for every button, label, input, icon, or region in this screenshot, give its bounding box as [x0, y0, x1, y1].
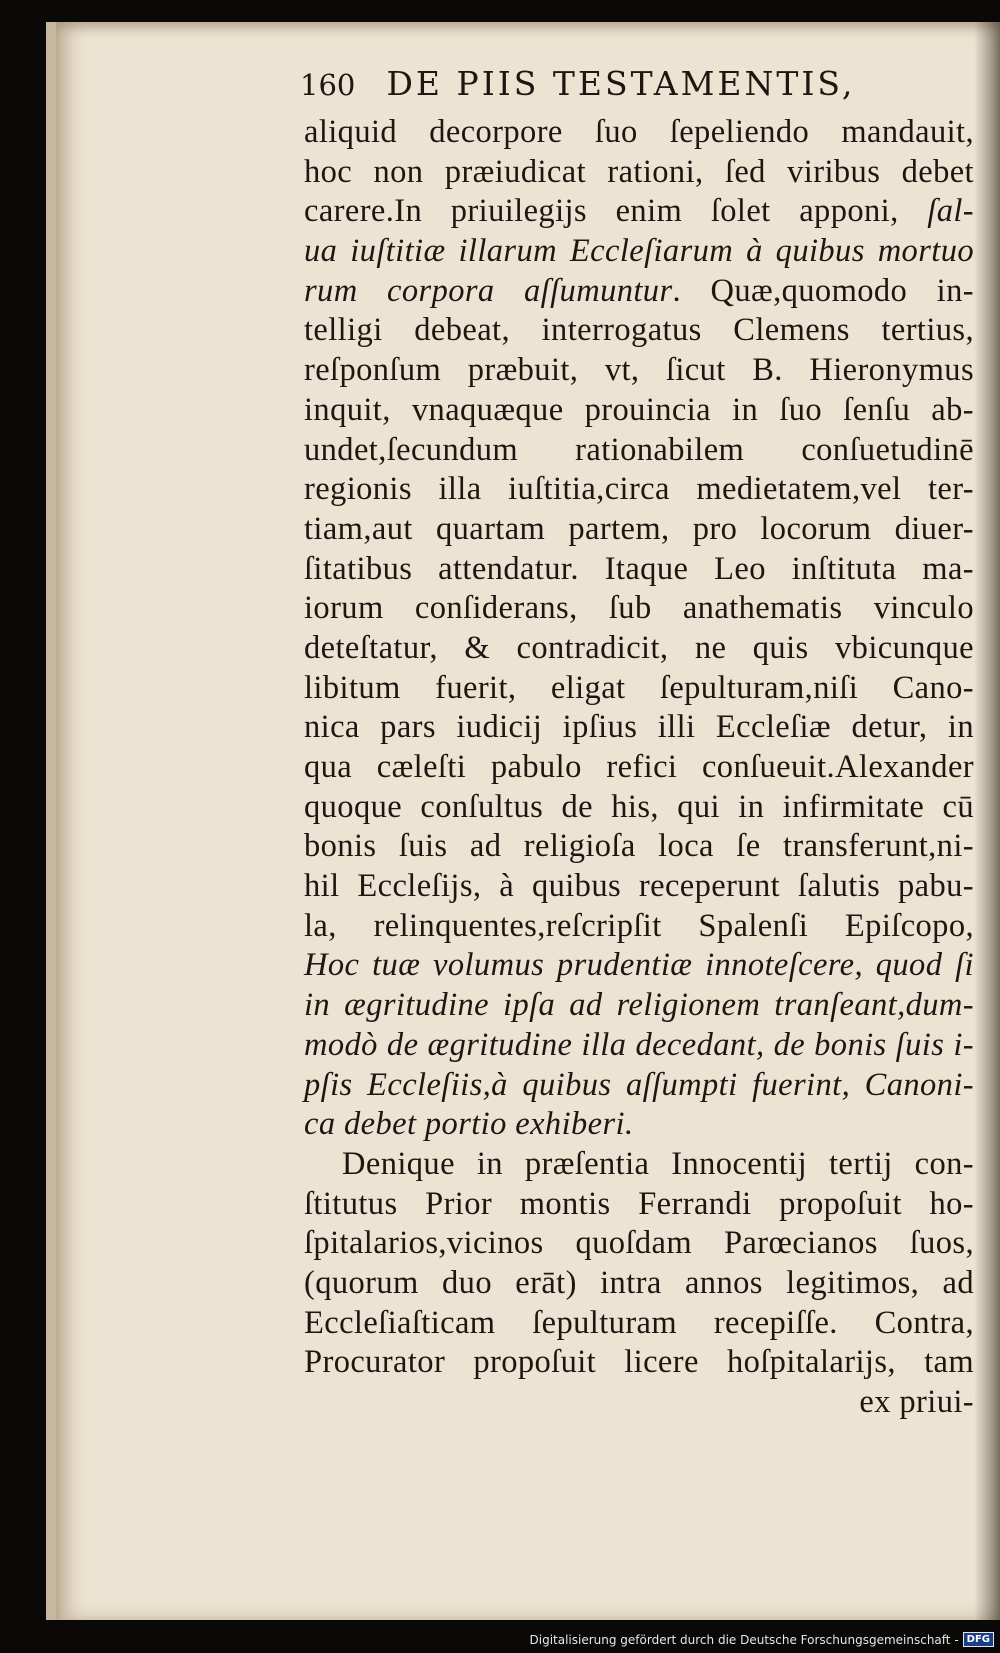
text-line [304, 351, 974, 391]
line-segment: nica pars iudicij ipſius illi Eccleſiæ detur, in [304, 709, 974, 746]
line-segment: libitum fuerit, eligat ſepulturam,niſi Cano- [304, 669, 974, 706]
digitization-credit [530, 1632, 995, 1647]
text-line [304, 589, 974, 629]
text-line [304, 669, 974, 709]
line-segment: Denique in præſentia Innocentij tertij con- [342, 1145, 974, 1182]
text-line [304, 827, 974, 867]
line-segment: undet,ſecundum rationabilem conſuetudinē [304, 431, 974, 468]
text-line [304, 788, 974, 828]
text-line [304, 311, 974, 351]
dfg-logo-icon: DFG [963, 1632, 994, 1647]
italic-segment: Hoc tuæ volumus prudentiæ innoteſcere, quod ſi [304, 947, 974, 984]
text-line [304, 113, 974, 153]
text-line [304, 550, 974, 590]
body-text [304, 113, 974, 1423]
line-segment: Eccleſiaſticam ſepulturam recepiſſe. Contra, [304, 1304, 974, 1341]
line-segment: la, relinquentes,reſcripſit Spalenſi Epiſcopo, [304, 907, 974, 944]
line-segment: carere.In priuilegijs enim ſolet apponi, [304, 193, 928, 230]
text-line [304, 907, 974, 947]
italic-segment: ſal- [927, 193, 974, 230]
text-line [304, 192, 974, 232]
line-segment: Procurator propoſuit licere hoſpitalarijs, tam [304, 1344, 974, 1381]
credit-text: Digitalisierung gefördert durch die Deutsche Forschungsgemeinschaft - [529, 1632, 959, 1647]
text-line [304, 708, 974, 748]
italic-segment: modò de ægritudine illa decedant, de bonis ſuis i- [304, 1026, 974, 1063]
text-line [304, 232, 974, 272]
page-header [300, 64, 855, 103]
text-line [304, 1224, 974, 1264]
text-line [304, 1304, 974, 1344]
line-segment: ſitatibus attendatur. Itaque Leo inſtituta ma- [304, 550, 974, 587]
line-segment: ſtitutus Prior montis Ferrandi propoſuit ho- [304, 1185, 974, 1222]
line-segment: . Quæ,quomodo in- [672, 272, 974, 309]
italic-segment: ua iuſtitiæ illarum Eccleſiarum à quibus mortuo [304, 233, 974, 270]
line-segment: (quorum duo erāt) intra annos legitimos, ad [304, 1264, 974, 1301]
text-line [304, 986, 974, 1026]
text-line [304, 946, 974, 986]
text-line [304, 1105, 974, 1145]
text-line [304, 629, 974, 669]
line-segment: tiam,aut quartam partem, pro locorum diuer- [304, 510, 974, 547]
catchword: ex priui- [859, 1384, 974, 1420]
page-number: 160 [300, 68, 356, 102]
line-segment: hil Eccleſijs, à quibus receperunt ſalutis pabu- [304, 868, 974, 905]
text-line [304, 1264, 974, 1304]
line-segment: reſponſum præbuit, vt, ſicut B. Hieronymus [304, 352, 974, 389]
running-title: DE PIIS TESTAMENTIS, [386, 64, 856, 103]
text-line [304, 1343, 974, 1383]
text-line [304, 1185, 974, 1225]
text-line [304, 431, 974, 471]
text-line [304, 272, 974, 312]
text-line [304, 470, 974, 510]
line-segment: regionis illa iuſtitia,circa medietatem,vel ter- [304, 471, 974, 508]
line-segment: qua cæleſti pabulo refici conſueuit.Alexander [304, 749, 974, 785]
line-segment: hoc non præiudicat rationi, ſed viribus debet [304, 153, 974, 190]
line-segment: ſpitalarios,vicinos quoſdam Parœcianos ſuos, [304, 1225, 974, 1262]
text-line [304, 1066, 974, 1106]
line-segment: quoque conſultus de his, qui in infirmitate cū [304, 788, 974, 825]
text-line [304, 1026, 974, 1066]
line-segment: telligi debeat, interrogatus Clemens tertius, [304, 312, 974, 349]
italic-segment: ca debet portio exhiberi. [304, 1106, 634, 1143]
text-line [304, 391, 974, 431]
line-segment: bonis ſuis ad religioſa loca ſe transferunt,ni- [304, 828, 974, 865]
text-line [304, 153, 974, 193]
line-segment: inquit, vnaquæque prouincia in ſuo ſenſu ab- [304, 391, 974, 428]
line-segment: aliquid decorpore ſuo ſepeliendo mandauit, [304, 114, 974, 150]
italic-segment: rum corpora aſſumuntur [304, 272, 673, 309]
line-segment: deteſtatur, & contradicit, ne quis vbicunque [304, 629, 974, 666]
text-line [304, 748, 974, 788]
text-line [304, 867, 974, 907]
italic-segment: pſis Eccleſiis,à quibus aſſumpti fuerint, Canoni- [304, 1066, 974, 1103]
italic-segment: in ægritudine ipſa ad religionem tranſeant,dum- [304, 987, 974, 1024]
text-line [304, 510, 974, 550]
text-line [304, 1145, 974, 1185]
line-segment: iorum conſiderans, ſub anathematis vinculo [304, 590, 974, 627]
